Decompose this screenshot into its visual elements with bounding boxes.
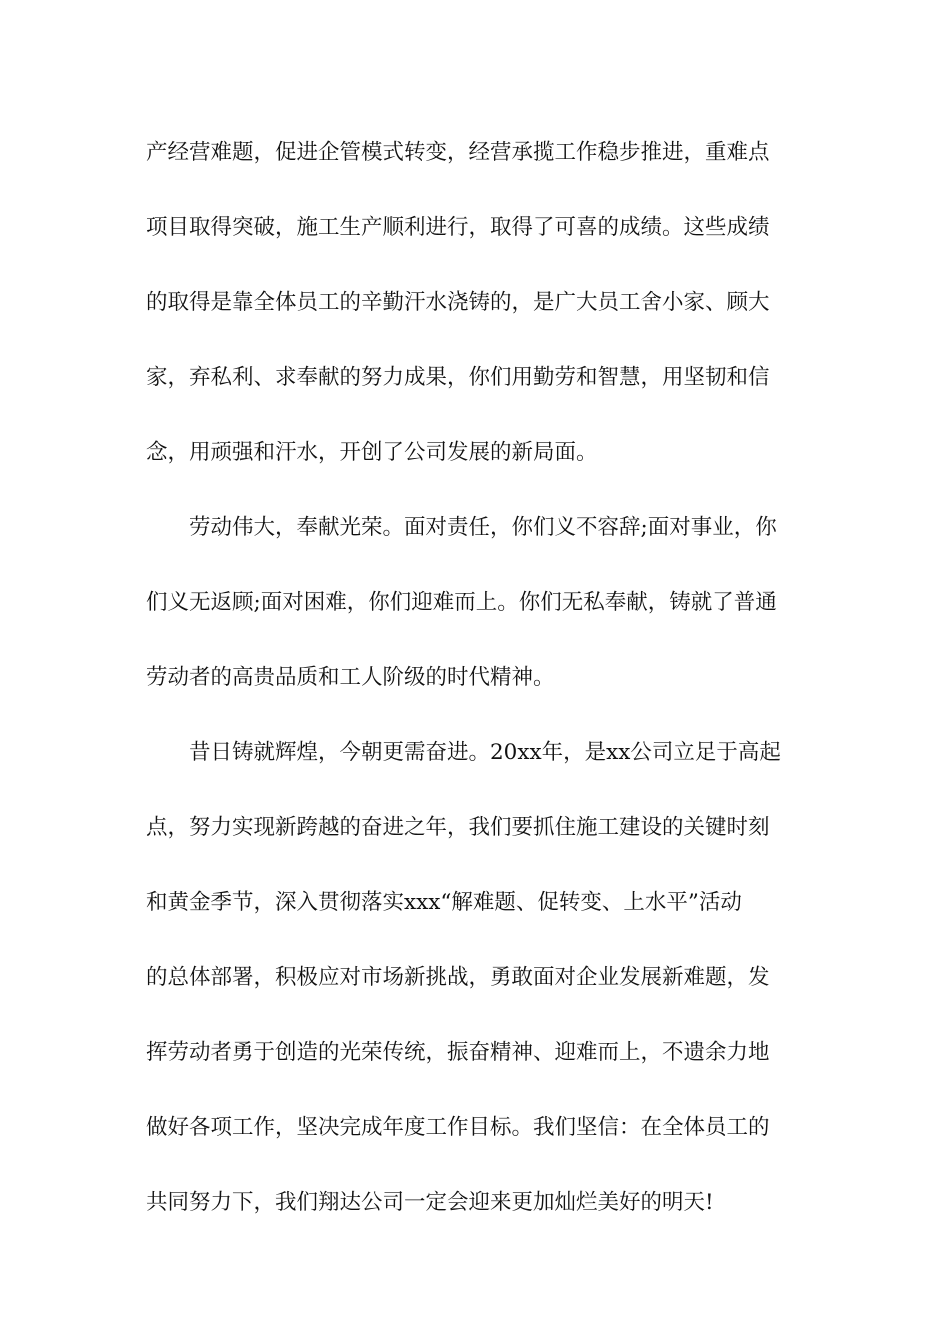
text-line: 共同努力下，我们翔达公司一定会迎来更加灿烂美好的明天! <box>146 1190 714 1215</box>
text-line: 做好各项工作，坚决完成年度工作目标。我们坚信：在全体员工的 <box>146 1115 770 1140</box>
text-line: 劳动者的高贵品质和工人阶级的时代精神。 <box>146 665 555 690</box>
text-line: 和黄金季节，深入贯彻落实xxx“解难题、促转变、上水平”活动 <box>146 890 742 915</box>
text-line: 劳动伟大，奉献光荣。面对责任，你们义不容辞;面对事业，你 <box>189 515 777 540</box>
text-line: 的总体部署，积极应对市场新挑战，勇敢面对企业发展新难题，发 <box>146 965 770 990</box>
text-line: 的取得是靠全体员工的辛勤汗水浇铸的，是广大员工舍小家、顾大 <box>146 290 770 315</box>
text-line: 家，弃私利、求奉献的努力成果，你们用勤劳和智慧，用坚韧和信 <box>146 365 770 390</box>
text-line: 挥劳动者勇于创造的光荣传统，振奋精神、迎难而上，不遗余力地 <box>146 1040 770 1065</box>
text-line: 项目取得突破，施工生产顺利进行，取得了可喜的成绩。这些成绩 <box>146 215 770 240</box>
text-line: 们义无返顾;面对困难，你们迎难而上。你们无私奉献，铸就了普通 <box>146 590 777 615</box>
text-line: 产经营难题，促进企管模式转变，经营承揽工作稳步推进，重难点 <box>146 140 770 165</box>
text-line: 念，用顽强和汗水，开创了公司发展的新局面。 <box>146 440 598 465</box>
text-line: 昔日铸就辉煌，今朝更需奋进。20xx年，是xx公司立足于高起 <box>189 740 781 765</box>
text-line: 点，努力实现新跨越的奋进之年，我们要抓住施工建设的关键时刻 <box>146 815 770 840</box>
